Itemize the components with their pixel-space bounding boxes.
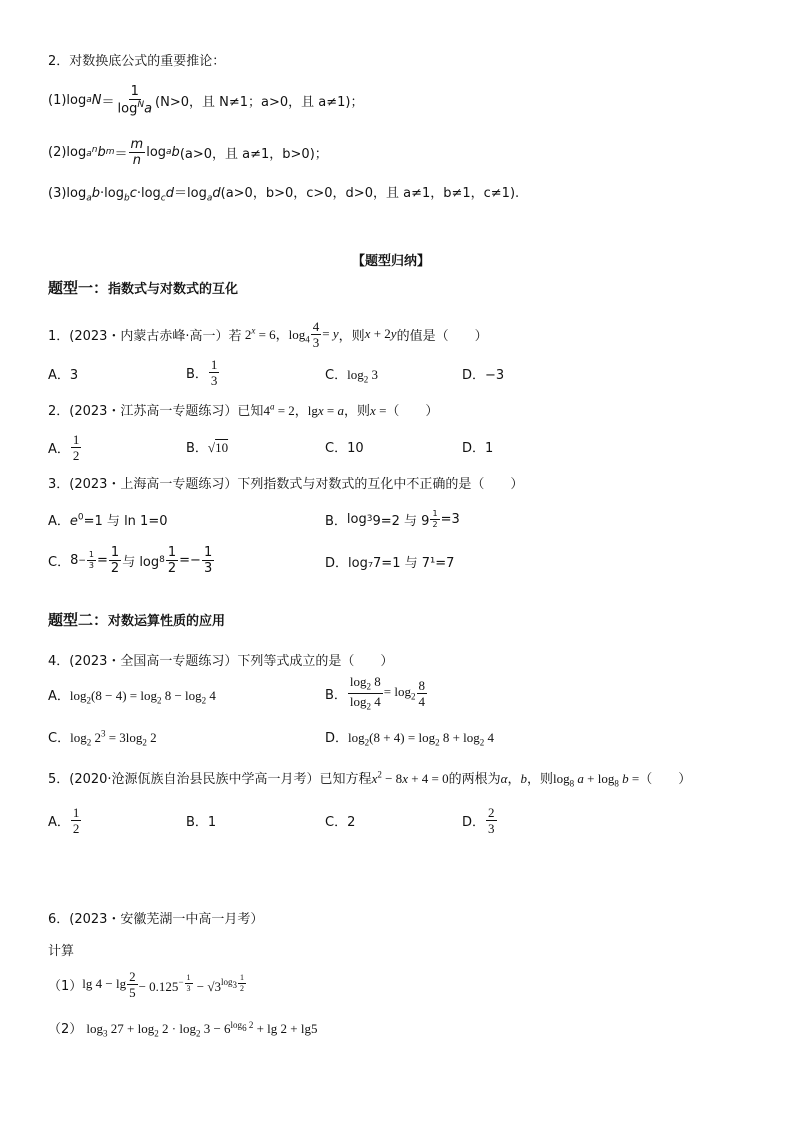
q5-option-d: D． $\frac{2}{3}$ [462,804,495,836]
q4-option-a: A．$\log_2(8 - 4) = \log_2 8 - \log_2 4$ [48,688,216,706]
q2-stem: 2．(2023・江苏高一专题练习）已知$4^a = 2$，lgx = a，则x =（ ） [48,401,439,419]
q4-option-c: C．$\log_2 2^3 = 3\log_2$ 2 [48,728,157,748]
q2-option-c: C．10 [325,441,364,456]
q2-option-d: D．1 [462,441,494,456]
q5-option-b: B．1 [186,815,217,830]
q6-compute: 计算 [48,944,75,959]
q4-option-d: D．$\log_2(8 + 4) = \log_2 8 + \log_2 4$ [325,730,495,748]
q5-stem: 5．(2020·沧源佤族自治县民族中学高一月考）已知方程$x^2 - 8x + 4 = 0$的两根为α，b，则$\log_8 a + \log_8 b$ =（ ） [48,769,692,789]
q2-option-b: B．√10 [186,440,229,456]
q1-stem: 1．(2023・内蒙古赤峰·高一）若 $2^x = 6$，$\log_4$ $\frac{4}{3}$ = y ，则 x + 2y 的值是（ ） [48,318,488,350]
q4-option-b: B． $\frac{\log_2 8}{\log_2 4}$ = $\log_2$ $\frac{8}{4}$ [325,673,425,712]
q3-option-d: D．log₇7=1 与 7¹=7 [325,556,455,571]
corollary-heading: 2．对数换底公式的重要推论： [48,54,226,69]
section-title: 【题型归纳】 [352,254,431,269]
formula-2: (2)log $a^n$ b m ＝ $\frac{m}{n}$ log a b (a>0，且 a≠1，b>0)； [48,136,328,168]
q3-option-b: B． log 3 9=2 与 9 $\frac{1}{2}$ =3 [325,508,460,529]
q5-option-c: C．2 [325,815,356,830]
q1-option-d: D．−3 [462,368,505,383]
q2-option-a: A． $\frac{1}{2}$ [48,431,80,463]
q1-option-b: B． $\frac{1}{3}$ [186,356,218,388]
q6-stem: 6．(2023・安徽芜湖一中高一月考） [48,912,264,927]
q1-option-a: A．3 [48,368,79,383]
q5-option-a: A． $\frac{1}{2}$ [48,804,80,836]
type1-heading: 题型一：指数式与对数式的互化 [48,279,239,297]
q3-option-a: A．$e^0=1$ 与 ln 1=0 [48,512,168,529]
q6-part-1: （1） lg 4 − lg $\frac{2}{5}$ − $0.125^{- \frac{1}{3}}$ − $√3^{log_3 \frac{1}{2}}$ [48,968,244,1000]
formula-1: (1)log a N ＝ $\frac{1}{\log^Na}$ (N>0，且 N≠1；a>0，且 a≠1)； [48,83,364,117]
formula-3: $(3)\log_ab\cdot\log_bc\cdot\log_cd=\log_ad(a>0$，b>0，c>0，d>0，且 a≠1，b≠1，c≠1). [48,186,520,204]
type2-heading: 题型二：对数运算性质的应用 [48,611,226,629]
q3-option-c: C． 8 − $\frac{1}{3}$ = $\frac{1}{2}$ 与 log 8 $\frac{1}{2}$ =− $\frac{1}{3}$ [48,544,213,576]
q6-part-2: （2） $\log_3 27 + \log_2 2 \cdot \log_2 3 - 6^{log_6 2} + \lg 2 + \lg 5$ [48,1019,318,1039]
q1-option-c: C．$\log_2 3$ [325,367,378,385]
q3-stem: 3．(2023・上海高一专题练习）下列指数式与对数式的互化中不正确的是（ ） [48,477,524,492]
q4-stem: 4．(2023・全国高一专题练习）下列等式成立的是（ ） [48,654,394,669]
